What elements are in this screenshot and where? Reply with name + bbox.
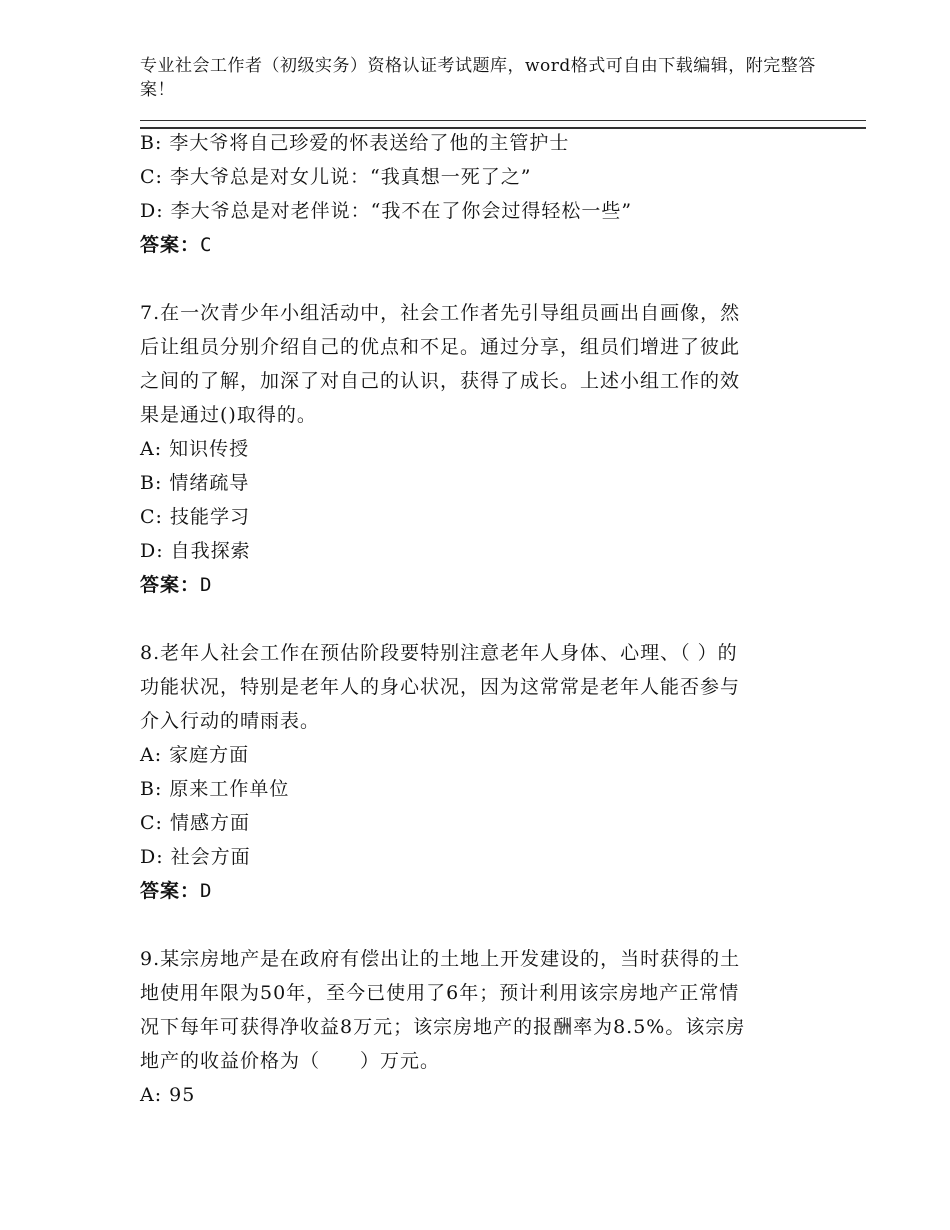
- option-d: D: 自我探索: [140, 540, 251, 562]
- question-text-line: 后让组员分别介绍自己的优点和不足。通过分享，组员们增进了彼此: [140, 336, 741, 358]
- option-d: D: 社会方面: [140, 846, 251, 868]
- question-8: [140, 636, 820, 908]
- option-c: C: 技能学习: [140, 506, 250, 528]
- answer-label: 答案：: [140, 234, 201, 256]
- question-text-line: 功能状况，特别是老年人的身心状况，因为这常常是老年人能否参与: [140, 676, 741, 698]
- question-text-line: 地产的收益价格为（ ）万元。: [140, 1050, 441, 1072]
- answer-value: C: [200, 234, 213, 256]
- answer-line: [140, 228, 820, 262]
- spacer: [140, 262, 820, 296]
- option-b: B: 李大爷将自己珍爱的怀表送给了他的主管护士: [140, 132, 570, 154]
- header-text: 专业社会工作者（初级实务）资格认证考试题库，word格式可自由下载编辑，附完整答案！: [140, 56, 816, 100]
- answer-value: D: [200, 880, 213, 902]
- option-d: D: 李大爷总是对老伴说：“我不在了你会过得轻松一些”: [140, 200, 633, 222]
- question-text-line: 7.在一次青少年小组活动中，社会工作者先引导组员画出自画像，然: [140, 302, 741, 324]
- question-text-line: 地使用年限为50年，至今已使用了6年；预计利用该宗房地产正常情: [140, 982, 740, 1004]
- option-a: A: 知识传授: [140, 438, 250, 460]
- question-text-line: 9.某宗房地产是在政府有偿出让的土地上开发建设的，当时获得的土: [140, 948, 741, 970]
- option-c: C: 情感方面: [140, 812, 250, 834]
- spacer: [140, 908, 820, 942]
- option-a: A: 家庭方面: [140, 744, 250, 766]
- question-9: [140, 942, 820, 1112]
- document-header: [140, 54, 820, 102]
- question-content: [140, 126, 820, 1112]
- question-text-line: 果是通过()取得的。: [140, 404, 317, 426]
- option-a: A: 95: [140, 1084, 196, 1106]
- question-text-line: 介入行动的晴雨表。: [140, 710, 321, 732]
- question-6-continued: [140, 126, 820, 262]
- answer-label: 答案：: [140, 574, 201, 596]
- spacer: [140, 602, 820, 636]
- question-text-line: 之间的了解，加深了对自己的认识，获得了成长。上述小组工作的效: [140, 370, 741, 392]
- answer-line: [140, 568, 820, 602]
- option-b: B: 情绪疏导: [140, 472, 250, 494]
- option-c: C: 李大爷总是对女儿说：“我真想一死了之”: [140, 166, 532, 188]
- answer-value: D: [200, 574, 213, 596]
- question-7: [140, 296, 820, 602]
- answer-label: 答案：: [140, 880, 201, 902]
- answer-line: [140, 874, 820, 908]
- question-text-line: 8.老年人社会工作在预估阶段要特别注意老年人身体、心理、（ ）的: [140, 642, 738, 664]
- option-b: B: 原来工作单位: [140, 778, 290, 800]
- question-text-line: 况下每年可获得净收益8万元；该宗房地产的报酬率为8.5%。该宗房: [140, 1016, 746, 1038]
